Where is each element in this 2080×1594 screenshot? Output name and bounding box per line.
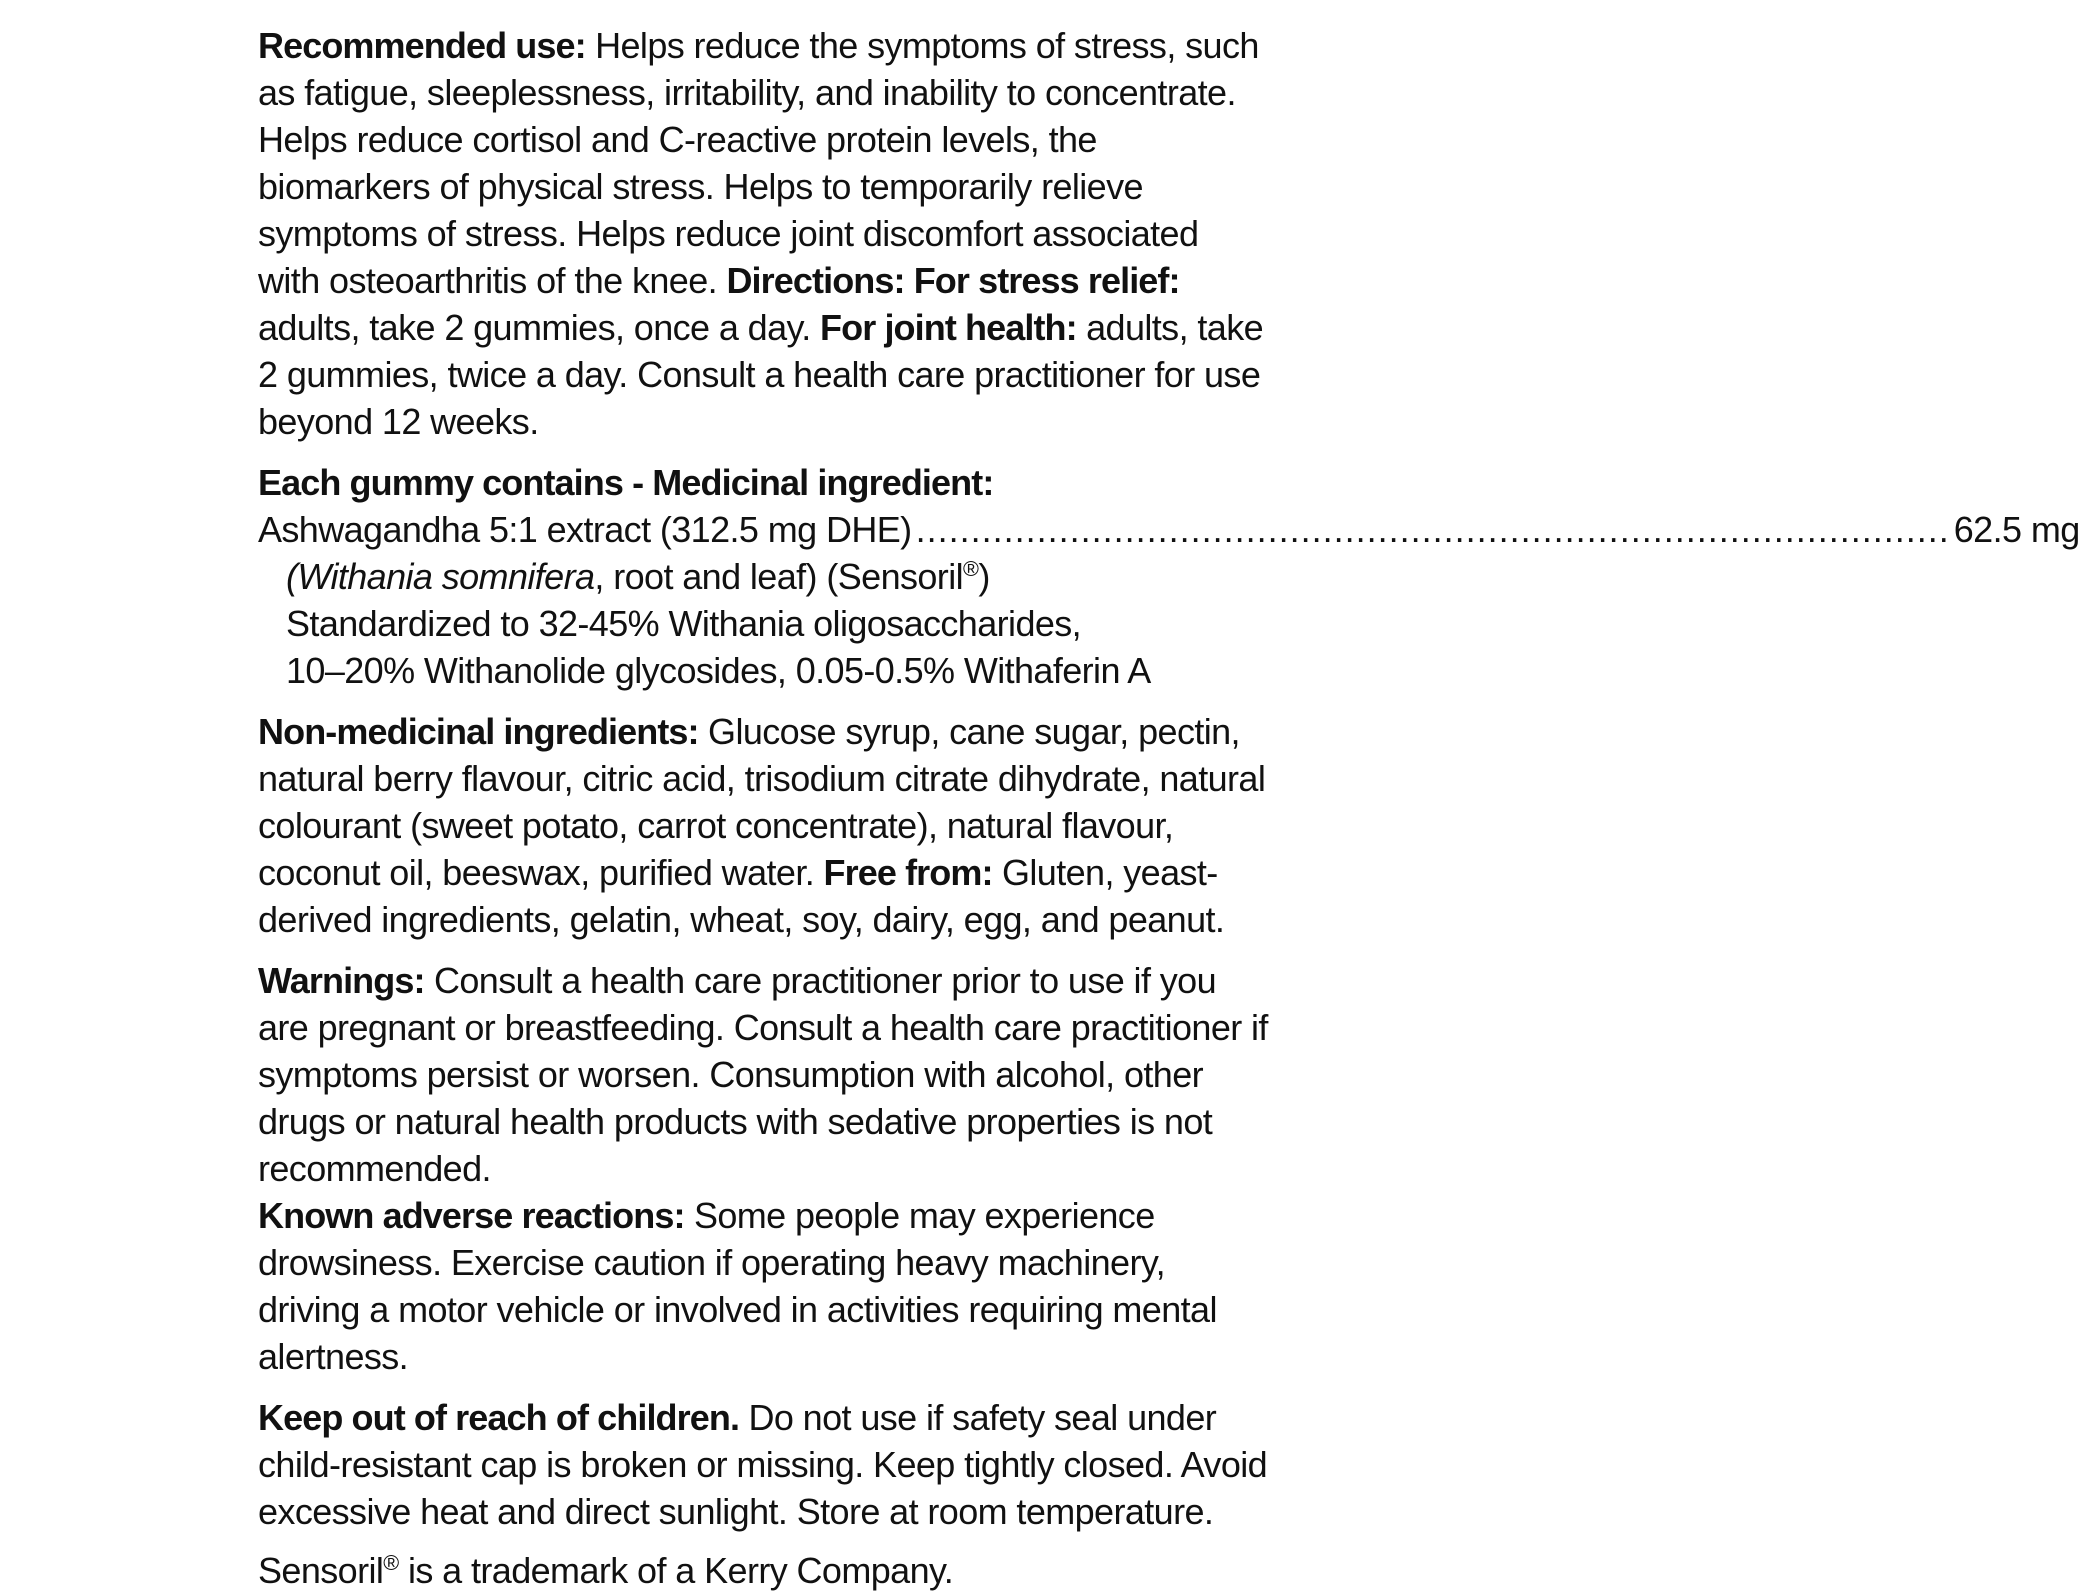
product-label-text (258, 22, 2080, 1594)
storage-text: Do not use if safety seal under child-resistant cap is broken or missing. Keep tightly closed. Avoid excessive heat and direct sunlight. Store at room temperature. (258, 1397, 1268, 1532)
non-medicinal-heading: Non-medicinal ingredients: (258, 711, 699, 752)
medicinal-ingredient-section (258, 459, 2080, 694)
registered-mark: ® (963, 556, 979, 581)
storage-section (258, 1394, 1268, 1535)
adverse-reactions-text: Some people may experience drowsiness. Exercise caution if operating heavy machinery, driving a motor vehicle or involved in activities requiring mental alertness. (258, 1195, 1217, 1377)
recommended-use-section (258, 22, 1268, 445)
latin-name: (Withania somnifera (286, 556, 595, 597)
ingredient-row (258, 506, 2080, 553)
non-medicinal-section (258, 708, 1268, 943)
warnings-text: Consult a health care practitioner prior to use if you are pregnant or breastfeeding. Consult a health care practitioner if symptoms persist or worsen. Consumption with alcohol, other drugs or natural health products with sedative properties is not recommended. (258, 960, 1268, 1189)
free-from-heading: Free from: (823, 852, 993, 893)
warnings-section (258, 957, 1268, 1380)
dot-leader: .............................................................................................. (915, 509, 1950, 550)
ingredient-source (258, 553, 1268, 600)
non-medicinal-text: Glucose syrup, cane sugar, pectin, natural berry flavour, citric acid, trisodium citrate dihydrate, natural colourant (sweet potato, carrot concentrate), natural flavour, coconut oil, beeswax, purified water. (258, 711, 1266, 893)
ingredient-name: Ashwagandha 5:1 extract (312.5 mg DHE) (258, 509, 912, 550)
free-from-text: Gluten, yeast-derived ingredients, gelatin, wheat, soy, dairy, egg, and peanut. (258, 852, 1225, 940)
standardization-line-1: Standardized to 32-45% Withania oligosaccharides, (286, 603, 1082, 644)
directions-text: adults, take 2 gummies, once a day. (258, 307, 821, 348)
trademark-text: is a trademark of a Kerry Company. (398, 1550, 954, 1591)
source-text: , root and leaf) (Sensoril (594, 556, 963, 597)
recommended-use-heading: Recommended use: (258, 25, 586, 66)
trademark-brand: Sensoril (258, 1550, 384, 1591)
directions-heading: Directions: For stress relief: (726, 260, 1180, 301)
recommended-use-text: Helps reduce the symptoms of stress, such as fatigue, sleeplessness, irritability, and inability to concentrate. Helps reduce cortisol and C-reactive protein levels, the biomarkers of physical stress. Helps to temporarily relieve symptoms of stress. Helps reduce joint discomfort associated with osteoarthritis of the knee. (258, 25, 1259, 301)
trademark-registered-mark: ® (383, 1550, 399, 1575)
warnings-heading: Warnings: (258, 960, 425, 1001)
joint-health-text: adults, take 2 gummies, twice a day. Consult a health care practitioner for use beyond 12 weeks. (258, 307, 1264, 442)
medicinal-ingredient-heading: Each gummy contains - Medicinal ingredient: (258, 462, 994, 503)
adverse-reactions-heading: Known adverse reactions: (258, 1195, 685, 1236)
storage-heading: Keep out of reach of children. (258, 1397, 740, 1438)
joint-health-heading: For joint health: (820, 307, 1077, 348)
trademark-section (258, 1547, 1268, 1594)
standardization-line-2: 10–20% Withanolide glycosides, 0.05-0.5% Withaferin A (286, 650, 1151, 691)
ingredient-amount: 62.5 mg (1953, 509, 2080, 550)
source-close: ) (978, 556, 990, 597)
